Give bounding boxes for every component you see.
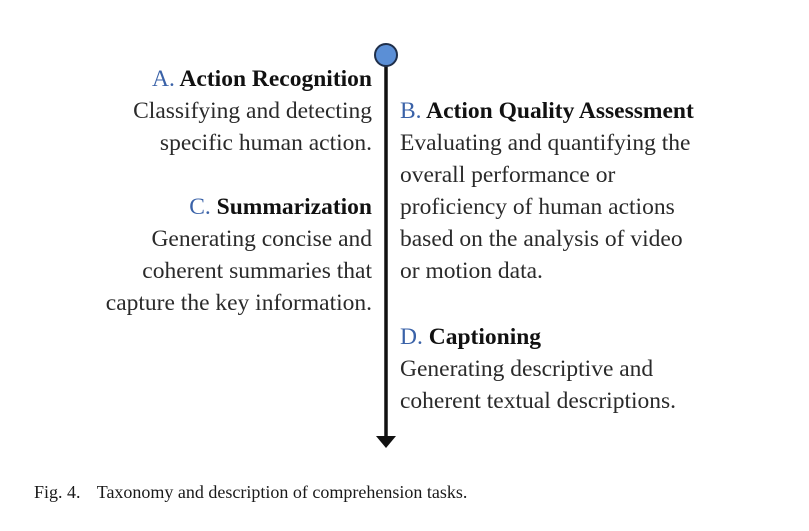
task-description-line: coherent textual descriptions. <box>400 388 677 414</box>
task-description-line: capture the key information. <box>105 290 372 316</box>
task-description-line: proficiency of human actions <box>400 194 675 220</box>
task-description-line: Generating concise and <box>151 226 372 252</box>
task-description-line: Generating descriptive and <box>400 356 654 382</box>
task-title-text: Action Recognition <box>179 66 372 92</box>
task-description-line: based on the analysis of video <box>400 226 683 252</box>
task-description-line: coherent summaries that <box>142 258 372 284</box>
task-description-line: specific human action. <box>159 130 372 156</box>
timeline-arrowhead <box>376 436 396 448</box>
task-letter: D. <box>400 324 423 350</box>
task-title-text: Captioning <box>428 324 542 350</box>
task-description-line: overall performance or <box>400 162 616 188</box>
figure-caption <box>34 480 467 504</box>
task-title <box>400 321 676 353</box>
task-description-line: or motion data. <box>400 258 543 284</box>
task-description-line: Classifying and detecting <box>133 98 372 124</box>
task-action-quality-assessment <box>400 95 694 287</box>
timeline-start-node <box>375 44 397 66</box>
task-description-line: Evaluating and quantifying the <box>400 130 691 156</box>
figure-caption-label: Fig. 4. <box>34 482 81 502</box>
task-title <box>133 63 372 95</box>
task-letter: C. <box>189 194 211 220</box>
task-captioning <box>400 321 676 417</box>
task-title <box>106 191 372 223</box>
task-letter: B. <box>400 98 422 124</box>
task-title-text: Action Quality Assessment <box>426 98 694 124</box>
task-title <box>400 95 694 127</box>
task-letter: A. <box>151 66 175 92</box>
figure-caption-text: Taxonomy and description of comprehension tasks. <box>96 482 468 502</box>
task-action-recognition <box>133 63 372 159</box>
task-title-text: Summarization <box>216 194 372 220</box>
task-summarization <box>106 191 372 319</box>
